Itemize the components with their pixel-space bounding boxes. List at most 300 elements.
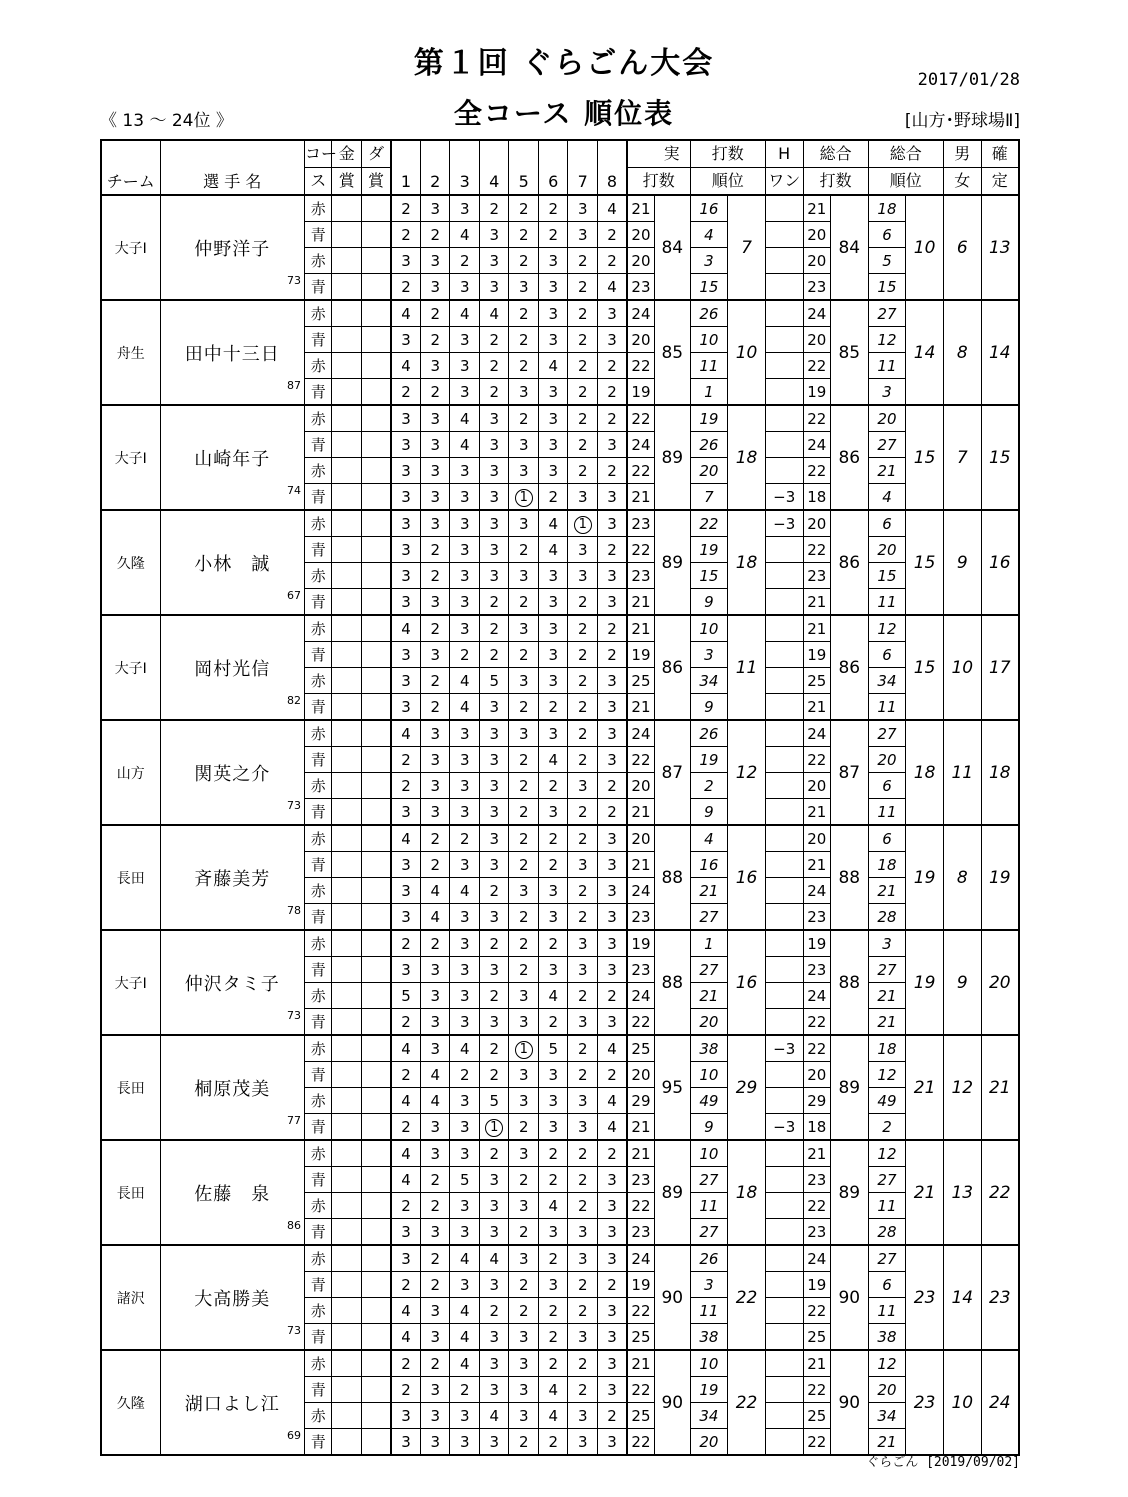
hole-score: 4 [548, 750, 558, 769]
hole-score: 2 [401, 225, 411, 244]
round-rank-cell: 22 [690, 510, 728, 537]
col-hole-2: 2 [420, 140, 450, 195]
round-total-cell: 20 [803, 248, 830, 274]
hole-score: 3 [489, 435, 499, 454]
da-prize-cell [361, 747, 391, 773]
hole-score-cell [509, 1298, 539, 1324]
hole-in-one-bonus-cell [765, 1009, 803, 1036]
da-prize-cell [361, 1193, 391, 1219]
round-sum-cell: 22 [627, 405, 654, 432]
player-cell [160, 1140, 305, 1245]
round-total-rank-cell: 27 [868, 1167, 906, 1193]
round-total-rank-cell: 3 [868, 930, 906, 957]
gold-prize-cell [332, 825, 362, 852]
hole-score: 3 [548, 251, 558, 270]
round-sum-cell: 22 [627, 1429, 654, 1456]
hole-score-cell [568, 195, 598, 222]
gold-prize-cell [332, 1088, 362, 1114]
actual-strokes-cell: 86 [654, 615, 690, 720]
hole-in-one-bonus-cell [765, 1403, 803, 1429]
hole-score: 3 [459, 461, 470, 480]
hole-score: 2 [548, 1144, 558, 1163]
hole-score: 3 [577, 1117, 588, 1136]
hole-score-cell [538, 694, 568, 721]
hole-in-one-bonus-cell [765, 327, 803, 353]
hole-score-cell [391, 1377, 421, 1403]
hole-score-cell [568, 353, 598, 379]
hole-score: 3 [518, 619, 529, 638]
hole-score: 3 [518, 1380, 529, 1399]
hole-score: 3 [607, 330, 617, 349]
hole-score-cell [450, 1298, 480, 1324]
hole-score: 4 [401, 1301, 411, 1320]
da-prize-cell [361, 983, 391, 1009]
hole-score: 2 [577, 645, 588, 664]
hole-score: 2 [518, 855, 529, 874]
round-sum-cell: 20 [627, 222, 654, 248]
hole-score-cell [450, 248, 480, 274]
hole-score-cell [479, 930, 509, 957]
hole-score: 4 [459, 409, 470, 428]
player-name: 山崎年子 [194, 448, 271, 470]
round-total-cell: 23 [803, 563, 830, 589]
hole-score: 2 [577, 1065, 588, 1084]
hole-score-cell [509, 799, 539, 826]
final-rank-cell: 15 [981, 405, 1019, 510]
round-total-rank-cell: 21 [868, 1429, 906, 1456]
hole-score-cell [597, 957, 627, 983]
gender-rank-cell: 12 [943, 1035, 981, 1140]
hole-score-cell [391, 300, 421, 327]
hole-score: 3 [489, 514, 499, 533]
hole-score: 4 [459, 671, 470, 690]
hole-score: 3 [459, 514, 470, 533]
round-total-rank-cell: 38 [868, 1324, 906, 1351]
round-total-cell: 22 [803, 458, 830, 484]
hole-score: 3 [607, 592, 617, 611]
hole-score-cell [509, 1350, 539, 1377]
hole-score-cell [479, 195, 509, 222]
hole-score-cell [509, 1403, 539, 1429]
round-sum-cell: 24 [627, 720, 654, 747]
round-rank-cell: 20 [690, 1429, 728, 1456]
da-prize-cell [361, 1403, 391, 1429]
total-rank-cell: 23 [906, 1350, 944, 1455]
round-total-rank-cell: 27 [868, 1245, 906, 1272]
round-sum-cell: 21 [627, 1114, 654, 1141]
hole-score: 3 [607, 671, 617, 690]
hole-score-cell [509, 379, 539, 406]
hole-score: 2 [607, 461, 617, 480]
hole-score-cell [597, 1140, 627, 1167]
hole-score-cell [420, 458, 450, 484]
hole-score-cell [479, 458, 509, 484]
hole-score: 2 [607, 802, 617, 821]
hole-score: 3 [489, 225, 499, 244]
hole-score: 3 [459, 1091, 470, 1110]
hole-score-cell [597, 642, 627, 668]
round-sum-cell: 25 [627, 1035, 654, 1062]
course-cell: 赤 [305, 930, 332, 957]
hole-score-cell [568, 510, 598, 537]
hole-score: 3 [401, 1222, 411, 1241]
hole-score: 3 [577, 225, 588, 244]
hole-score: 2 [577, 802, 588, 821]
hole-score-cell [509, 405, 539, 432]
hole-score-cell [538, 248, 568, 274]
hole-score-cell [538, 1429, 568, 1456]
hole-score-cell [479, 1009, 509, 1036]
hole-score: 3 [430, 986, 440, 1005]
col-course-top: コー [305, 140, 332, 168]
hole-score: 4 [459, 1327, 470, 1346]
hole-score: 3 [577, 1091, 588, 1110]
hole-score: 4 [548, 1196, 558, 1215]
round-total-cell: 20 [803, 773, 830, 799]
round-total-rank-cell: 5 [868, 248, 906, 274]
hole-score: 3 [459, 487, 470, 506]
team-cell: 諸沢 [101, 1245, 160, 1350]
round-total-cell: 22 [803, 1009, 830, 1036]
hole-score-cell [450, 1035, 480, 1062]
hole-score-cell [538, 1377, 568, 1403]
gender-rank-cell: 9 [943, 510, 981, 615]
hole-score-cell [597, 747, 627, 773]
gold-prize-cell [332, 878, 362, 904]
hole-score: 3 [518, 1354, 529, 1373]
hole-score-cell [597, 668, 627, 694]
hole-score: 2 [607, 645, 617, 664]
hole-score-cell [391, 1035, 421, 1062]
course-cell: 赤 [305, 1140, 332, 1167]
hole-score: 4 [430, 907, 440, 926]
hole-score-cell [538, 799, 568, 826]
hole-score-cell [538, 1088, 568, 1114]
hole-in-one-bonus-cell [765, 353, 803, 379]
player-age: 82 [287, 694, 302, 707]
hole-in-one-bonus-cell [765, 930, 803, 957]
hole-score: 3 [607, 724, 617, 743]
hole-score: 2 [518, 1432, 529, 1451]
hole-score: 2 [489, 199, 499, 218]
hole-score-cell [391, 1140, 421, 1167]
hole-score: 3 [401, 540, 411, 559]
hole-score: 2 [577, 671, 588, 690]
hole-score: 3 [548, 802, 558, 821]
hole-score: 2 [518, 356, 529, 375]
hole-score-cell [597, 195, 627, 222]
hole-score-cell [420, 720, 450, 747]
hole-score: 3 [459, 592, 470, 611]
hole-in-one-bonus-cell [765, 405, 803, 432]
hole-score: 2 [548, 199, 558, 218]
total-rank-cell: 21 [906, 1035, 944, 1140]
col-strokes-rank-bottom: 順位 [690, 168, 765, 196]
player-name: 桐原茂美 [194, 1078, 271, 1100]
round-rank-cell: 16 [690, 195, 728, 222]
hole-score: 3 [548, 592, 558, 611]
hole-score-cell [479, 1167, 509, 1193]
hole-score-cell [450, 1377, 480, 1403]
course-cell: 青 [305, 799, 332, 826]
hole-score-cell [420, 327, 450, 353]
round-total-rank-cell: 21 [868, 458, 906, 484]
hole-score-cell [479, 799, 509, 826]
hole-score: 4 [548, 986, 558, 1005]
round-rank-cell: 2 [690, 773, 728, 799]
hole-score: 2 [430, 1170, 440, 1189]
team-cell: 大子Ⅰ [101, 930, 160, 1035]
hole-score: 3 [430, 251, 440, 270]
hole-score: 2 [518, 592, 529, 611]
round-total-cell: 21 [803, 195, 830, 222]
hole-score: 2 [518, 304, 529, 323]
da-prize-cell [361, 930, 391, 957]
round-rank-cell: 34 [690, 1403, 728, 1429]
total-strokes-cell: 89 [830, 1035, 868, 1140]
hole-score: 2 [577, 251, 588, 270]
hole-score: 2 [430, 671, 440, 690]
hole-score: 3 [489, 697, 499, 716]
hole-score-cell [420, 1035, 450, 1062]
hole-score-cell [391, 327, 421, 353]
round-total-rank-cell: 11 [868, 1193, 906, 1219]
hole-score: 3 [401, 960, 411, 979]
hole-score: 2 [577, 1380, 588, 1399]
hole-score-cell [509, 1429, 539, 1456]
round-total-cell: 21 [803, 1140, 830, 1167]
round-sum-cell: 23 [627, 1219, 654, 1246]
hole-score-cell [538, 983, 568, 1009]
hole-score-cell [391, 852, 421, 878]
hole-score: 2 [607, 776, 617, 795]
hole-score: 4 [401, 304, 411, 323]
player-age: 73 [287, 274, 302, 287]
hole-score-cell [420, 1219, 450, 1246]
da-prize-cell [361, 222, 391, 248]
hole-score-cell [568, 720, 598, 747]
round-total-rank-cell: 11 [868, 589, 906, 616]
round-total-cell: 24 [803, 983, 830, 1009]
hole-score-cell [597, 379, 627, 406]
col-h-bottom: ワン [765, 168, 803, 196]
hole-score-cell [597, 1114, 627, 1141]
hole-score: 3 [607, 1170, 617, 1189]
hole-score: 3 [607, 1012, 617, 1031]
hole-score: 3 [548, 1222, 558, 1241]
gold-prize-cell [332, 1140, 362, 1167]
hole-score: 5 [489, 671, 499, 690]
hole-score-cell [450, 642, 480, 668]
hole-score-cell [479, 720, 509, 747]
hole-score-cell [450, 1167, 480, 1193]
hole-score: 2 [577, 986, 588, 1005]
col-total-top: 総合 [803, 140, 868, 168]
da-prize-cell [361, 353, 391, 379]
hole-score-cell [538, 563, 568, 589]
hole-score: 2 [577, 356, 588, 375]
round-total-rank-cell: 15 [868, 274, 906, 301]
hole-score-cell [597, 825, 627, 852]
round-rank-cell: 26 [690, 300, 728, 327]
round-rank-cell: 34 [690, 668, 728, 694]
hole-score-cell [420, 694, 450, 721]
course-cell: 青 [305, 1009, 332, 1036]
col-team: チーム [101, 140, 160, 195]
hole-score: 3 [577, 1327, 588, 1346]
gender-rank-cell: 7 [943, 405, 981, 510]
hole-score-cell [420, 222, 450, 248]
hole-score: 2 [489, 645, 499, 664]
hole-score: 4 [430, 881, 440, 900]
hole-score-cell [479, 300, 509, 327]
hole-score-cell [509, 484, 539, 511]
round-total-cell: 22 [803, 1298, 830, 1324]
course-cell: 青 [305, 747, 332, 773]
hole-score: 3 [607, 1301, 617, 1320]
hole-score: 4 [401, 356, 411, 375]
hole-score-cell [597, 510, 627, 537]
round-sum-cell: 25 [627, 1403, 654, 1429]
hole-score: 2 [401, 1354, 411, 1373]
round-sum-cell: 20 [627, 773, 654, 799]
hole-score: 2 [401, 1065, 411, 1084]
hole-in-one-bonus-cell [765, 1140, 803, 1167]
hole-score-cell [597, 537, 627, 563]
hole-score-cell [420, 379, 450, 406]
round-sum-cell: 21 [627, 484, 654, 511]
hole-score: 4 [607, 1117, 617, 1136]
hole-score-cell [568, 825, 598, 852]
hole-score-cell [509, 1272, 539, 1298]
hole-score-cell [450, 537, 480, 563]
hole-score: 3 [459, 540, 470, 559]
hole-score: 3 [430, 409, 440, 428]
round-total-rank-cell: 2 [868, 1114, 906, 1141]
round-total-rank-cell: 12 [868, 615, 906, 642]
hole-score: 3 [489, 566, 499, 585]
hole-score-cell [568, 537, 598, 563]
hole-score-cell [420, 589, 450, 616]
round-rank-cell: 4 [690, 825, 728, 852]
hole-score-cell [568, 1429, 598, 1456]
hole-score: 3 [489, 776, 499, 795]
round-total-cell: 22 [803, 353, 830, 379]
hole-score-cell [391, 248, 421, 274]
hole-score: 3 [577, 487, 588, 506]
hole-score-cell [450, 1272, 480, 1298]
strokes-rank-cell: 29 [728, 1035, 766, 1140]
strokes-rank-cell: 18 [728, 1140, 766, 1245]
hole-score-cell [597, 589, 627, 616]
round-sum-cell: 22 [627, 1193, 654, 1219]
hole-score: 3 [489, 750, 499, 769]
team-cell: 久隆 [101, 510, 160, 615]
hole-score: 2 [607, 1275, 617, 1294]
round-total-rank-cell: 21 [868, 1009, 906, 1036]
gold-prize-cell [332, 1272, 362, 1298]
round-total-rank-cell: 12 [868, 1062, 906, 1088]
col-gold-bottom: 賞 [332, 168, 362, 196]
table-row [101, 615, 1019, 642]
hole-score-cell [420, 668, 450, 694]
col-final-bottom: 定 [981, 168, 1019, 196]
hole-in-one-bonus-cell [765, 1272, 803, 1298]
team-cell: 久隆 [101, 1350, 160, 1455]
hole-score-cell [391, 1298, 421, 1324]
hole-score-cell [450, 1088, 480, 1114]
course-cell: 赤 [305, 878, 332, 904]
round-rank-cell: 11 [690, 1193, 728, 1219]
total-strokes-cell: 88 [830, 825, 868, 930]
hole-score-cell [450, 773, 480, 799]
hole-score: 3 [577, 566, 588, 585]
hole-score-cell [538, 1062, 568, 1088]
da-prize-cell [361, 563, 391, 589]
hole-score-cell [450, 195, 480, 222]
gold-prize-cell [332, 1324, 362, 1351]
hole-score: 2 [548, 1327, 558, 1346]
hole-score-cell [538, 747, 568, 773]
col-da-bottom: 賞 [361, 168, 391, 196]
hole-score: 3 [518, 277, 529, 296]
hole-score-cell [450, 484, 480, 511]
gold-prize-cell [332, 432, 362, 458]
course-cell: 青 [305, 1377, 332, 1403]
hole-score: 3 [548, 1117, 558, 1136]
hole-score-cell [568, 589, 598, 616]
hole-score: 3 [459, 330, 470, 349]
hole-score-cell [450, 563, 480, 589]
round-sum-cell: 21 [627, 852, 654, 878]
hole-score: 2 [607, 382, 617, 401]
hole-score: 2 [577, 907, 588, 926]
hole-score: 4 [548, 540, 558, 559]
hole-score: 3 [607, 1354, 617, 1373]
round-rank-cell: 16 [690, 852, 728, 878]
hole-score: 3 [607, 750, 617, 769]
hole-score-cell [450, 1350, 480, 1377]
round-sum-cell: 23 [627, 274, 654, 301]
course-cell: 赤 [305, 248, 332, 274]
hole-score-cell [450, 274, 480, 301]
col-player: 選 手 名 [160, 140, 305, 195]
round-rank-cell: 27 [690, 957, 728, 983]
course-cell: 赤 [305, 510, 332, 537]
round-sum-cell: 22 [627, 1009, 654, 1036]
hole-score-cell [509, 1219, 539, 1246]
hole-score-cell [538, 720, 568, 747]
round-rank-cell: 20 [690, 458, 728, 484]
round-total-cell: 29 [803, 1088, 830, 1114]
round-total-rank-cell: 34 [868, 668, 906, 694]
hole-score: 2 [607, 1406, 617, 1425]
course-cell: 青 [305, 1114, 332, 1141]
round-total-rank-cell: 4 [868, 484, 906, 511]
gold-prize-cell [332, 852, 362, 878]
hole-score-cell [479, 248, 509, 274]
hole-score: 3 [548, 1091, 558, 1110]
hole-score-cell [538, 615, 568, 642]
hole-score-cell [450, 405, 480, 432]
hole-score: 2 [518, 697, 529, 716]
gold-prize-cell [332, 589, 362, 616]
hole-score-cell [538, 1035, 568, 1062]
hole-score: 2 [430, 855, 440, 874]
hole-in-one-bonus-cell [765, 825, 803, 852]
hole-score: 2 [518, 750, 529, 769]
hole-score: 3 [489, 855, 499, 874]
